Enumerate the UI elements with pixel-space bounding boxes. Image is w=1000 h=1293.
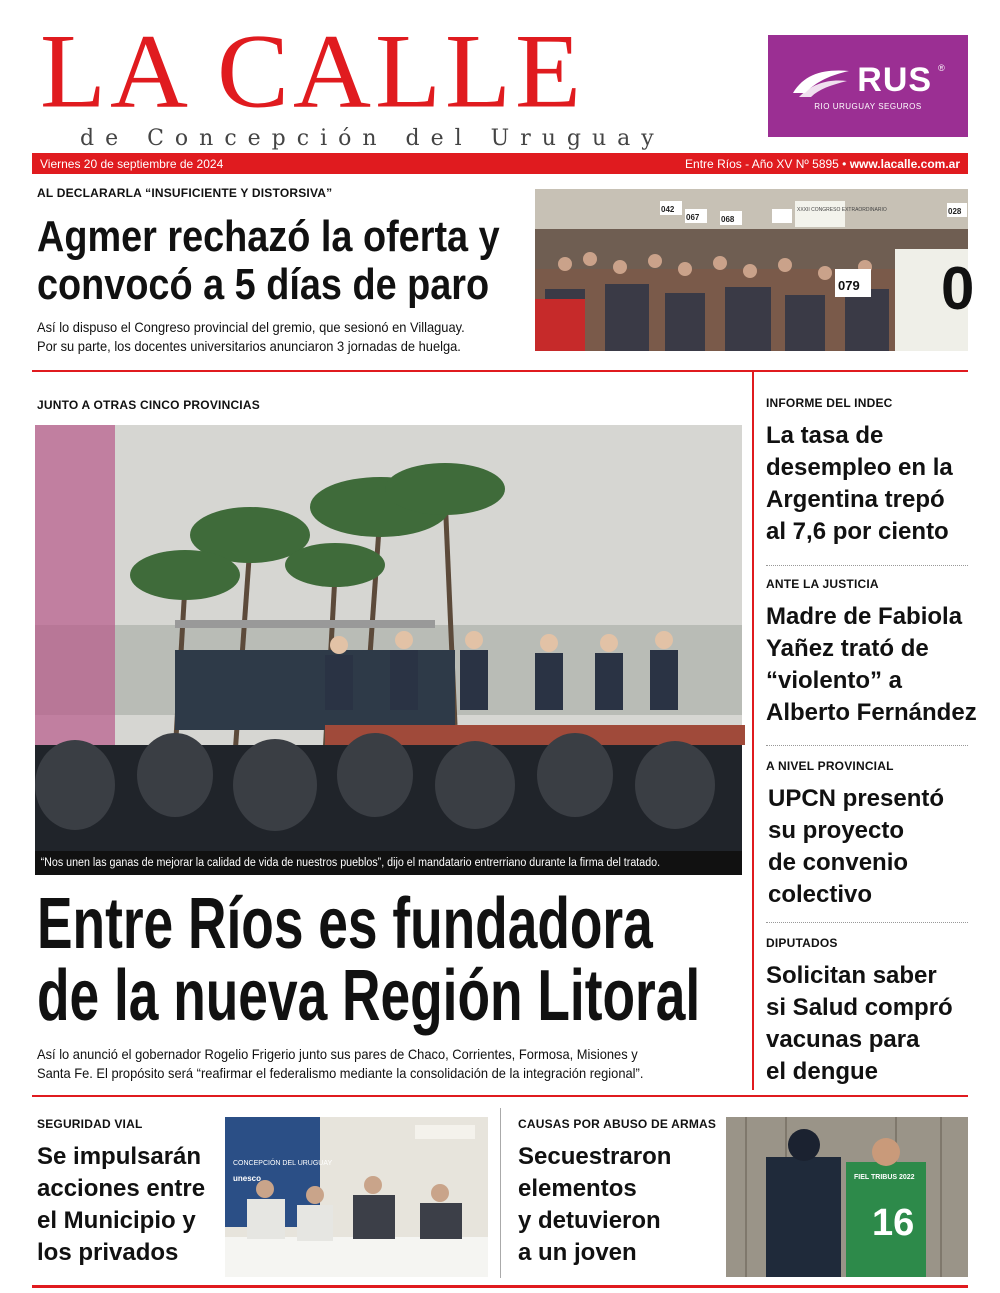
sidebar-divider bbox=[766, 565, 968, 566]
photo-banner-text: CONCEPCIÓN DEL URUGUAY bbox=[233, 1160, 333, 1167]
top-story-kicker: AL DECLARARLA “INSUFICIENTE Y DISTORSIVA” bbox=[37, 186, 333, 200]
bottom-right-headline-line: y detuvieron bbox=[518, 1206, 661, 1234]
bottom-left-headline-line: Se impulsarán bbox=[37, 1143, 202, 1170]
sidebar-headline-line: Alberto Fernández bbox=[766, 698, 977, 726]
bottom-left-headline-line: acciones entre bbox=[37, 1174, 206, 1202]
sidebar-headline-line: “violento” a bbox=[766, 666, 903, 694]
date-bar bbox=[32, 153, 968, 174]
main-story-photo bbox=[35, 425, 742, 875]
photo-caption bbox=[35, 851, 742, 875]
sidebar-headline-line: su proyecto bbox=[768, 816, 905, 844]
bottom-left-headline bbox=[37, 1141, 217, 1269]
divider-footer bbox=[32, 1285, 968, 1288]
top-story-summary bbox=[37, 318, 502, 357]
bottom-left-headline-line: el Municipio y bbox=[37, 1206, 196, 1234]
sidebar-headline-line: La tasa de bbox=[766, 422, 884, 449]
site-link[interactable]: www.lacalle.com.ar bbox=[849, 156, 960, 171]
municipal-meeting-photo bbox=[225, 1117, 488, 1277]
main-summary-line1: Así lo anunció el gobernador Rogelio Frigerio junto sus pares de Chaco, Corrientes, Formosa, Misiones y bbox=[37, 1046, 638, 1062]
divider-top bbox=[32, 370, 968, 372]
sidebar-headline-line: el dengue bbox=[766, 1057, 879, 1085]
ad-brand: RUS bbox=[857, 61, 933, 99]
edition-text: Entre Ríos - Año XV Nº 5895 bbox=[685, 156, 839, 171]
divider-bottom-column bbox=[500, 1108, 501, 1278]
sidebar-headline-line: Argentina trepó bbox=[766, 485, 945, 513]
main-story-summary bbox=[37, 1045, 696, 1084]
bottom-right-headline-line: a un joven bbox=[518, 1238, 637, 1266]
wing-icon bbox=[791, 63, 851, 99]
sidebar-story-1[interactable] bbox=[766, 396, 968, 548]
sidebar-headline-line: de convenio bbox=[768, 848, 909, 876]
congress-sign-028: 028 bbox=[948, 207, 962, 216]
sidebar-story-2[interactable] bbox=[766, 577, 977, 729]
sidebar-headline-line: Madre de Fabiola bbox=[766, 603, 963, 630]
arrest-photo bbox=[726, 1117, 968, 1277]
sidebar-kicker: INFORME DEL INDEC bbox=[766, 396, 893, 410]
bottom-left-story[interactable] bbox=[37, 1117, 217, 1269]
sidebar-headline-line: si Salud compró bbox=[766, 993, 953, 1021]
sidebar-headline bbox=[766, 783, 968, 911]
sidebar-headline bbox=[766, 960, 968, 1088]
sidebar-kicker: A NIVEL PROVINCIAL bbox=[766, 759, 894, 773]
sidebar-story-4[interactable] bbox=[766, 936, 968, 1088]
main-headline-line1: Entre Ríos es fundadora bbox=[37, 884, 653, 964]
sidebar-kicker: DIPUTADOS bbox=[766, 936, 838, 950]
sidebar-headline-line: colectivo bbox=[768, 880, 873, 908]
ad-tagline: RIO URUGUAY SEGUROS bbox=[814, 102, 922, 111]
sidebar-story-3[interactable] bbox=[766, 759, 968, 911]
issue-info: Entre Ríos - Año XV Nº 5895 • www.lacalle.com.ar bbox=[685, 156, 960, 171]
jersey-text: FIEL TRIBUS 2022 bbox=[854, 1174, 915, 1181]
main-story-kicker: JUNTO A OTRAS CINCO PROVINCIAS bbox=[37, 398, 260, 412]
photo-caption-text: “Nos unen las ganas de mejorar la calidad de vida de nuestros pueblos”, dijo el mandatario entrerriano durante la firma del tratado. bbox=[40, 857, 661, 869]
sidebar-headline-line: Yañez trató de bbox=[766, 634, 929, 662]
bottom-left-kicker: SEGURIDAD VIAL bbox=[37, 1117, 143, 1131]
ad-registered: ® bbox=[938, 63, 945, 73]
issue-date: Viernes 20 de septiembre de 2024 bbox=[40, 156, 224, 171]
congress-sign-068: 068 bbox=[721, 215, 735, 224]
congress-sign-0: 0 bbox=[941, 255, 975, 322]
top-headline-line2: convocó a 5 días de paro bbox=[37, 259, 490, 309]
bottom-right-kicker: CAUSAS POR ABUSO DE ARMAS bbox=[518, 1117, 717, 1131]
main-summary-line2: Santa Fe. El propósito será “reafirmar el federalismo mediante la consolidación de la integración regional”. bbox=[37, 1065, 644, 1082]
top-story-headline[interactable] bbox=[37, 213, 575, 308]
congress-photo bbox=[535, 189, 975, 351]
jersey-number: 16 bbox=[872, 1202, 915, 1244]
sidebar-headline-line: al 7,6 por ciento bbox=[766, 517, 949, 545]
bottom-right-headline-line: elementos bbox=[518, 1174, 637, 1202]
congress-sign-079: 079 bbox=[838, 278, 860, 293]
bottom-right-headline bbox=[518, 1141, 718, 1269]
photo-unesco-text: unesco bbox=[233, 1174, 262, 1183]
sidebar-headline-line: vacunas para bbox=[766, 1025, 920, 1053]
sidebar-headline-line: Solicitan saber bbox=[766, 962, 937, 989]
main-headline-line2: de la nueva Región Litoral bbox=[37, 956, 701, 1036]
divider-bottom bbox=[32, 1095, 968, 1097]
ad-banner[interactable] bbox=[768, 35, 968, 137]
congress-sign-042: 042 bbox=[661, 205, 675, 214]
sidebar-headline bbox=[766, 601, 977, 729]
top-summary-line2: Por su parte, los docentes universitarios anunciaron 3 jornadas de huelga. bbox=[37, 338, 461, 355]
sidebar-kicker: ANTE LA JUSTICIA bbox=[766, 577, 879, 591]
sidebar-divider bbox=[766, 922, 968, 923]
top-headline-line1: Agmer rechazó la oferta y bbox=[37, 212, 500, 261]
sidebar-headline bbox=[766, 420, 968, 548]
sidebar-headline-line: desempleo en la bbox=[766, 453, 953, 481]
bottom-right-story[interactable] bbox=[518, 1117, 718, 1269]
masthead-title: LA CALLE bbox=[40, 13, 585, 130]
masthead-subtitle: de Concepción del Uruguay bbox=[80, 126, 665, 151]
congress-banner: XXXII CONGRESO EXTRAORDINARIO bbox=[797, 207, 887, 213]
sidebar-headline-line: UPCN presentó bbox=[768, 785, 945, 812]
bottom-left-headline-line: los privados bbox=[37, 1238, 179, 1266]
ad-logo bbox=[791, 61, 944, 100]
top-summary-line1: Así lo dispuso el Congreso provincial del gremio, que sesionó en Villaguay. bbox=[37, 319, 465, 335]
congress-sign-067: 067 bbox=[686, 213, 700, 222]
sidebar-divider bbox=[766, 745, 968, 746]
bottom-right-headline-line: Secuestraron bbox=[518, 1143, 672, 1170]
